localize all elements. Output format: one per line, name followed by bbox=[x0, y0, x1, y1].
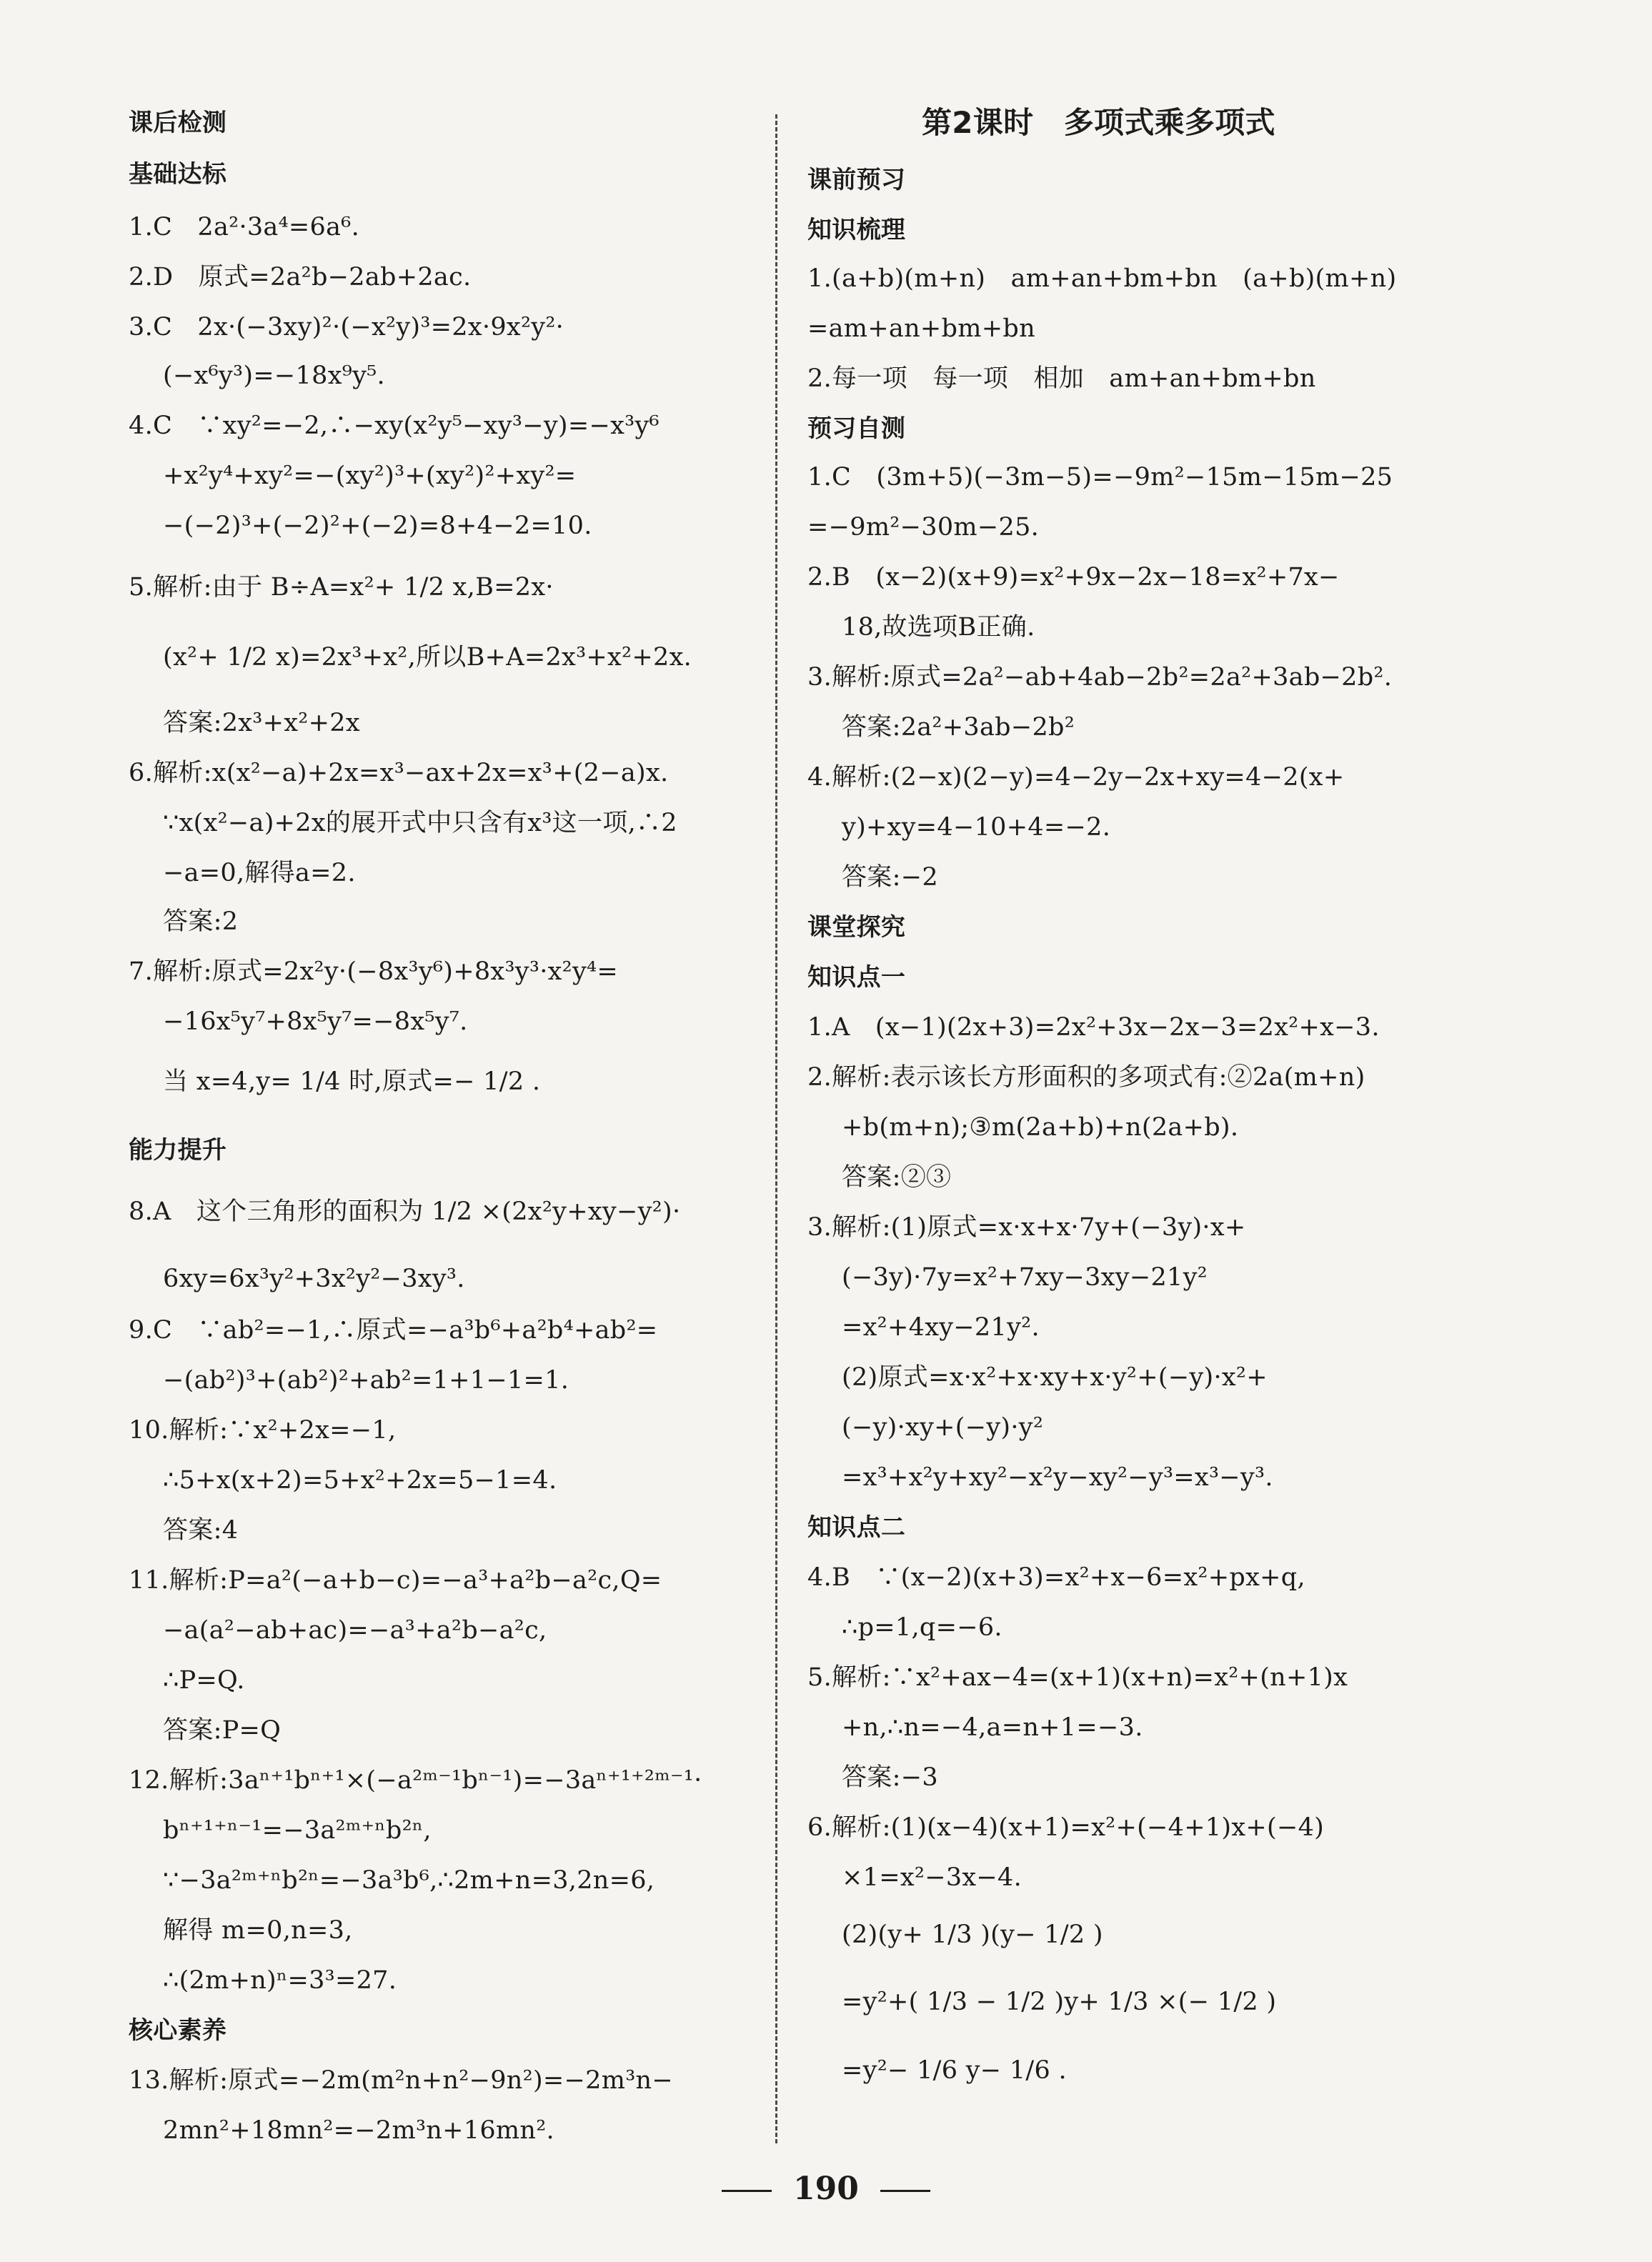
answer-line: 2.D 原式=2a²b−2ab+2ac. bbox=[129, 263, 472, 292]
answer-line: +n,∴n=−4,a=n+1=−3. bbox=[842, 1713, 1143, 1742]
answer-line: =x²+4xy−21y². bbox=[842, 1313, 1040, 1342]
answer-line: ∵x(x²−a)+2x的展开式中只含有x³这一项,∴2 bbox=[163, 809, 677, 837]
answer-line: 答案:P=Q bbox=[163, 1716, 282, 1745]
answer-line: −(ab²)³+(ab²)²+ab²=1+1−1=1. bbox=[163, 1366, 569, 1395]
answer-line: 8.A 这个三角形的面积为 1/2 ×(2x²y+xy−y²)· bbox=[129, 1197, 681, 1226]
section-heading: 课前预习 bbox=[807, 166, 906, 194]
answer-line: 4.C ∵xy²=−2,∴−xy(x²y⁵−xy³−y)=−x³y⁶ bbox=[129, 412, 660, 440]
answer-line: +x²y⁴+xy²=−(xy²)³+(xy²)²+xy²= bbox=[163, 462, 577, 490]
answer-line: 1.C 2a²·3a⁴=6a⁶. bbox=[129, 213, 360, 241]
answer-line: ∴(2m+n)ⁿ=3³=27. bbox=[163, 1966, 397, 1995]
answer-line: 答案:4 bbox=[163, 1516, 239, 1545]
page-number-left-dash bbox=[722, 2190, 772, 2192]
answer-line: 13.解析:原式=−2m(m²n+n²−9n²)=−2m³n− bbox=[129, 2066, 674, 2095]
section-heading: 预习自测 bbox=[807, 414, 906, 443]
answer-line: (x²+ 1/2 x)=2x³+x²,所以B+A=2x³+x²+2x. bbox=[163, 643, 692, 672]
answer-line: 6.解析:(1)(x−4)(x+1)=x²+(−4+1)x+(−4) bbox=[807, 1813, 1325, 1842]
answer-line: −(−2)³+(−2)²+(−2)=8+4−2=10. bbox=[163, 512, 592, 540]
answer-line: 3.解析:(1)原式=x·x+x·7y+(−3y)·x+ bbox=[807, 1213, 1246, 1242]
section-heading: 核心素养 bbox=[129, 2016, 227, 2045]
answer-line: ∴p=1,q=−6. bbox=[842, 1613, 1002, 1642]
answer-line: =−9m²−30m−25. bbox=[807, 513, 1040, 542]
answer-line: (2)原式=x·x²+x·xy+x·y²+(−y)·x²+ bbox=[842, 1363, 1268, 1392]
answer-line: 4.B ∵(x−2)(x+3)=x²+x−6=x²+px+q, bbox=[807, 1563, 1305, 1592]
answer-line: 5.解析:由于 B÷A=x²+ 1/2 x,B=2x· bbox=[129, 573, 554, 602]
answer-line: 7.解析:原式=2x²y·(−8x³y⁶)+8x³y³·x²y⁴= bbox=[129, 957, 619, 986]
answer-line: 解得 m=0,n=3, bbox=[163, 1916, 353, 1945]
section-heading: 基础达标 bbox=[129, 160, 227, 189]
answer-line: bⁿ⁺¹⁺ⁿ⁻¹=−3a²ᵐ⁺ⁿb²ⁿ, bbox=[163, 1816, 432, 1845]
answer-line: 12.解析:3aⁿ⁺¹bⁿ⁺¹×(−a²ᵐ⁻¹bⁿ⁻¹)=−3aⁿ⁺¹⁺²ᵐ⁻¹· bbox=[129, 1766, 702, 1795]
answer-line: +b(m+n);③m(2a+b)+n(2a+b). bbox=[842, 1113, 1239, 1142]
answer-line: (−y)·xy+(−y)·y² bbox=[842, 1413, 1044, 1442]
answer-line: ∴P=Q. bbox=[163, 1666, 245, 1695]
lesson-title: 第2课时 多项式乘多项式 bbox=[922, 105, 1275, 140]
answer-line: =am+an+bm+bn bbox=[807, 314, 1035, 343]
answer-line: −16x⁵y⁷+8x⁵y⁷=−8x⁵y⁷. bbox=[163, 1007, 468, 1036]
answer-line: 11.解析:P=a²(−a+b−c)=−a³+a²b−a²c,Q= bbox=[129, 1566, 662, 1595]
answer-line: 9.C ∵ab²=−1,∴原式=−a³b⁶+a²b⁴+ab²= bbox=[129, 1316, 658, 1345]
answer-line: −a(a²−ab+ac)=−a³+a²b−a²c, bbox=[163, 1616, 547, 1645]
page-number bbox=[0, 2171, 1652, 2207]
answer-line: 答案:2 bbox=[163, 907, 239, 936]
answer-line: ∴5+x(x+2)=5+x²+2x=5−1=4. bbox=[163, 1466, 557, 1495]
answer-line: 当 x=4,y= 1/4 时,原式=− 1/2 . bbox=[163, 1067, 541, 1096]
answer-line: 4.解析:(2−x)(2−y)=4−2y−2x+xy=4−2(x+ bbox=[807, 763, 1345, 792]
section-heading: 课堂探究 bbox=[807, 913, 906, 942]
answer-line: 答案:−2 bbox=[842, 863, 938, 892]
answer-line: (−x⁶y³)=−18x⁹y⁵. bbox=[163, 362, 385, 390]
answer-line: ∵−3a²ᵐ⁺ⁿb²ⁿ=−3a³b⁶,∴2m+n=3,2n=6, bbox=[163, 1866, 655, 1895]
answer-line: 1.(a+b)(m+n) am+an+bm+bn (a+b)(m+n) bbox=[807, 264, 1397, 293]
section-heading: 知识点一 bbox=[807, 963, 906, 992]
answer-line: =y²− 1/6 y− 1/6 . bbox=[842, 2056, 1067, 2085]
answer-line: =x³+x²y+xy²−x²y−xy²−y³=x³−y³. bbox=[842, 1463, 1273, 1492]
answer-line: 答案:2a²+3ab−2b² bbox=[842, 713, 1075, 742]
answer-line: 2mn²+18mn²=−2m³n+16mn². bbox=[163, 2116, 554, 2145]
page-number-right-dash bbox=[880, 2190, 930, 2192]
column-divider bbox=[775, 114, 777, 2143]
answer-line: 10.解析:∵x²+2x=−1, bbox=[129, 1416, 397, 1445]
answer-line: 3.解析:原式=2a²−ab+4ab−2b²=2a²+3ab−2b². bbox=[807, 663, 1393, 692]
answer-line: 答案:−3 bbox=[842, 1763, 938, 1792]
answer-line: =y²+( 1/3 − 1/2 )y+ 1/3 ×(− 1/2 ) bbox=[842, 1988, 1277, 2016]
answer-line: 答案:②③ bbox=[842, 1163, 952, 1192]
answer-line: ×1=x²−3x−4. bbox=[842, 1863, 1022, 1892]
answer-line: 1.C (3m+5)(−3m−5)=−9m²−15m−15m−25 bbox=[807, 463, 1393, 492]
answer-line: 2.B (x−2)(x+9)=x²+9x−2x−18=x²+7x− bbox=[807, 563, 1340, 592]
answer-line: y)+xy=4−10+4=−2. bbox=[842, 813, 1111, 842]
answer-line: 18,故选项B正确. bbox=[842, 613, 1035, 642]
answer-line: (2)(y+ 1/3 )(y− 1/2 ) bbox=[842, 1920, 1103, 1949]
answer-line: 1.A (x−1)(2x+3)=2x²+3x−2x−3=2x²+x−3. bbox=[807, 1013, 1380, 1042]
answer-line: (−3y)·7y=x²+7xy−3xy−21y² bbox=[842, 1263, 1208, 1292]
section-heading: 能力提升 bbox=[129, 1136, 227, 1165]
answer-line: 2.每一项 每一项 相加 am+an+bm+bn bbox=[807, 364, 1316, 393]
answer-line: 6.解析:x(x²−a)+2x=x³−ax+2x=x³+(2−a)x. bbox=[129, 759, 669, 787]
answer-line: 2.解析:表示该长方形面积的多项式有:②2a(m+n) bbox=[807, 1063, 1365, 1092]
answer-line: 3.C 2x·(−3xy)²·(−x²y)³=2x·9x²y²· bbox=[129, 313, 564, 342]
answer-line: 6xy=6x³y²+3x²y²−3xy³. bbox=[163, 1265, 465, 1293]
answer-line: 答案:2x³+x²+2x bbox=[163, 709, 360, 737]
page-number-text: 190 bbox=[793, 2171, 859, 2207]
section-heading: 课后检测 bbox=[129, 109, 227, 137]
answer-line: −a=0,解得a=2. bbox=[163, 859, 356, 887]
section-heading: 知识点二 bbox=[807, 1513, 906, 1542]
section-heading: 知识梳理 bbox=[807, 216, 906, 244]
answer-line: 5.解析:∵x²+ax−4=(x+1)(x+n)=x²+(n+1)x bbox=[807, 1663, 1348, 1692]
